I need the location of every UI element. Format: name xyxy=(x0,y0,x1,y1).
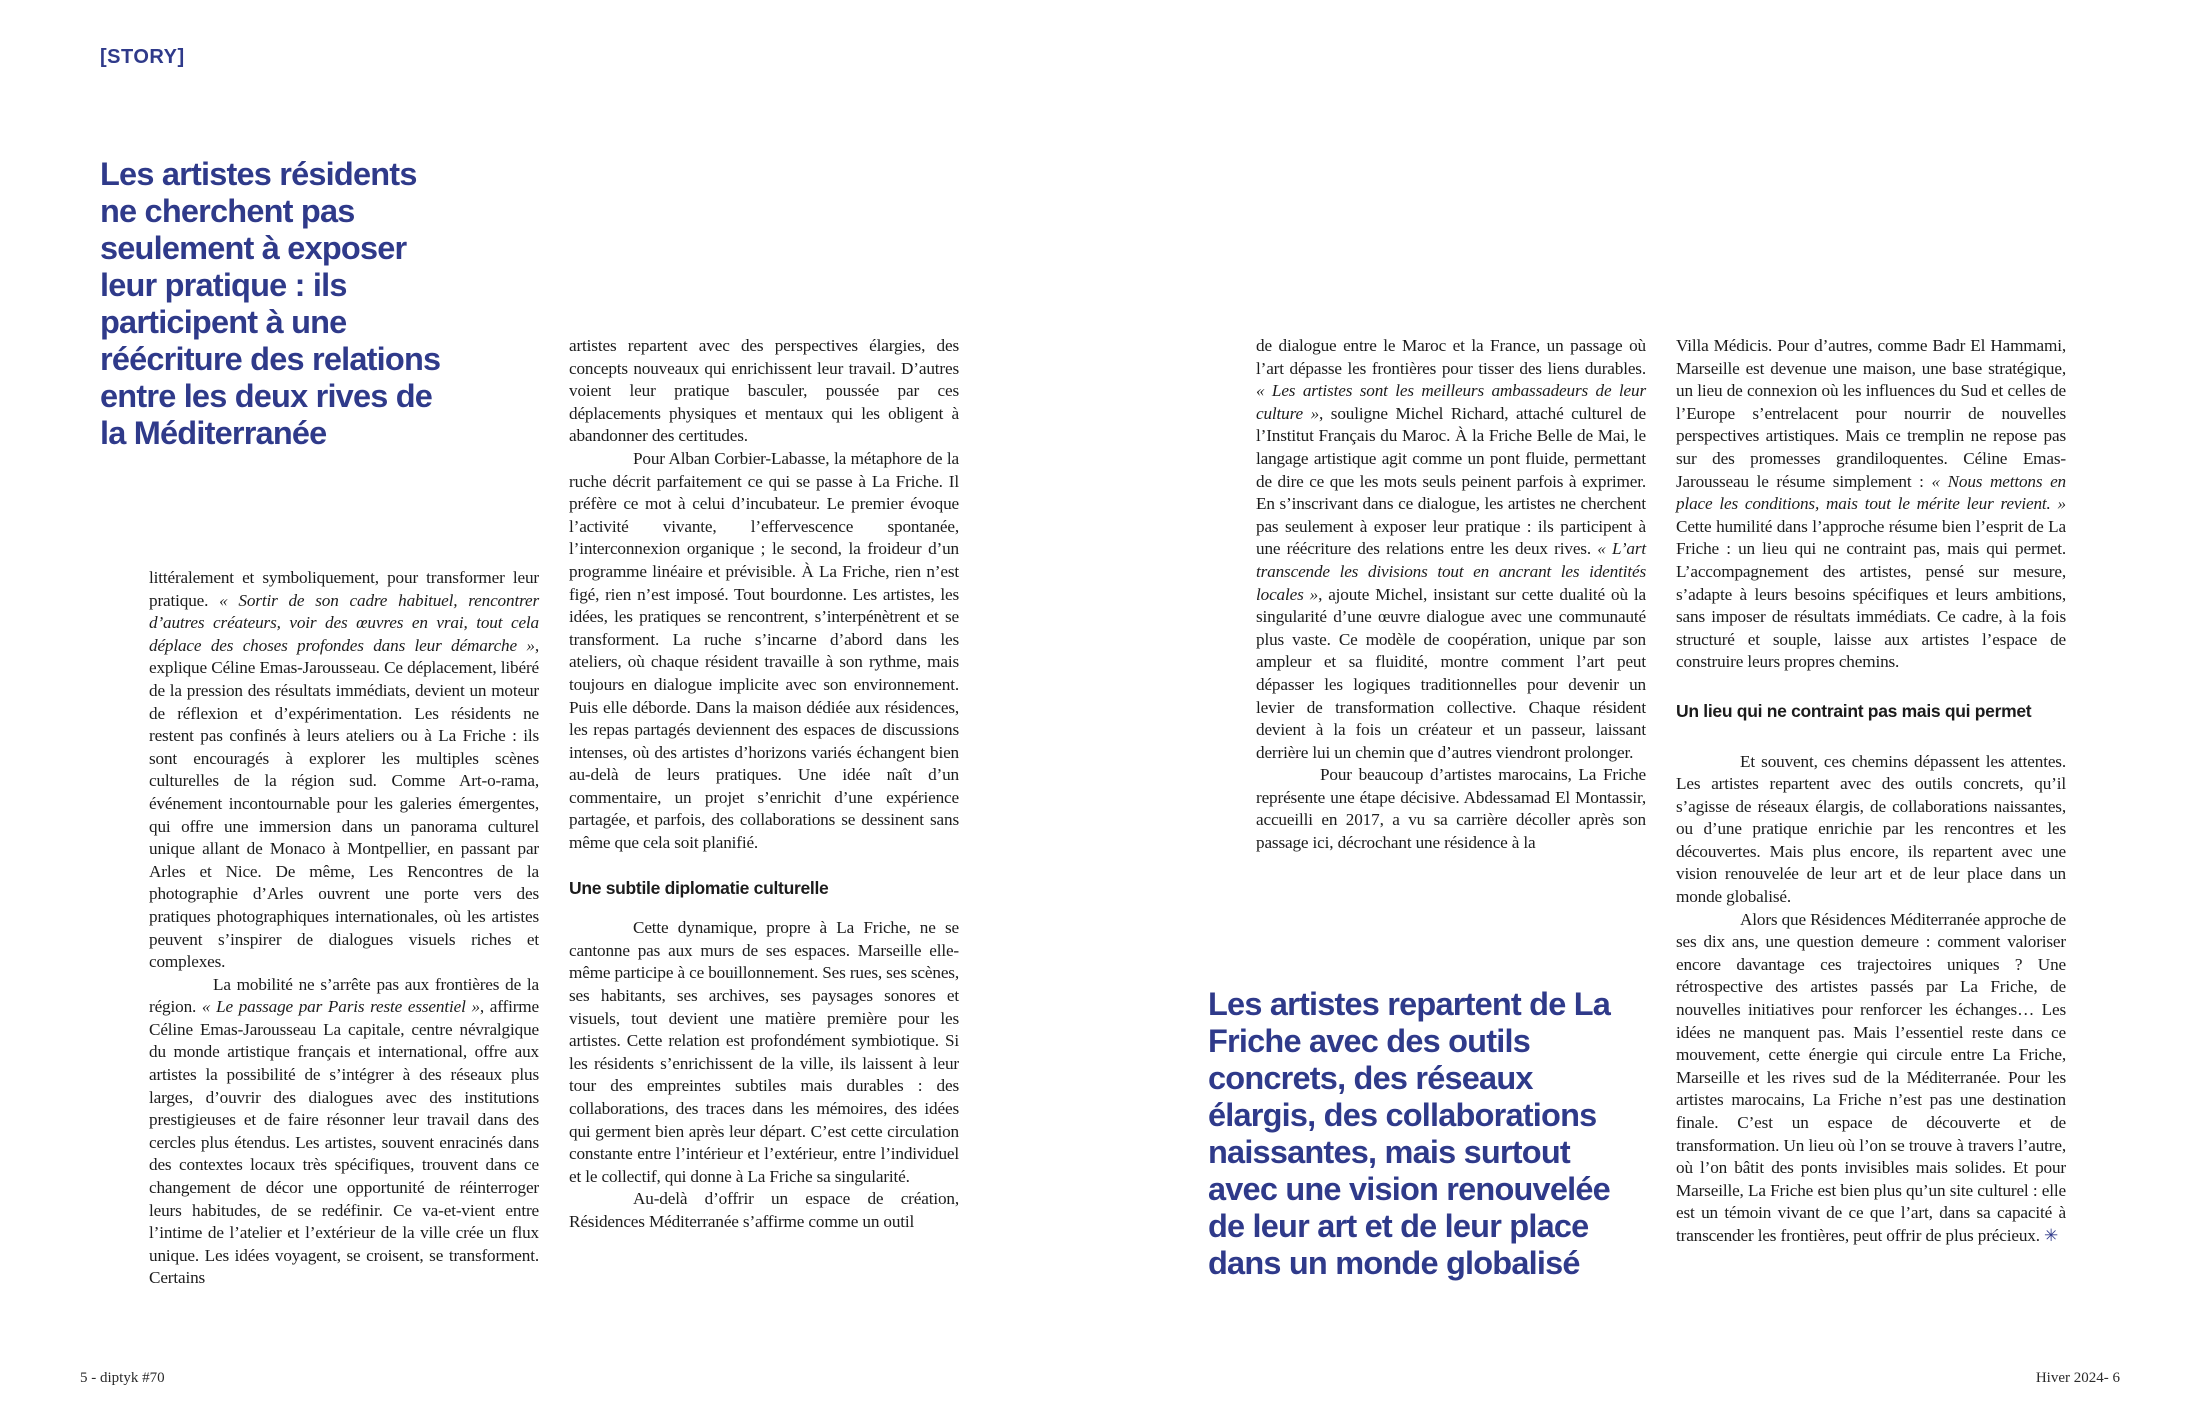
article-column-2 xyxy=(569,335,959,1234)
paragraph: Au-delà d’offrir un espace de création, Résidences Méditerranée s’affirme comme un outil xyxy=(569,1189,959,1231)
pull-quote-left: Les artistes résidents ne cherchent pas seulement à exposer leur pratique : ils participent à une réécriture des relations entre les deux rives de la Méditerranée xyxy=(100,156,441,451)
paragraph xyxy=(1676,335,2066,674)
folio-left: 5 - diptyk #70 xyxy=(80,1370,165,1386)
paragraph: Cette dynamique, propre à La Friche, ne se cantonne pas aux murs de ses espaces. Marseille elle-même participe à ce bouillonnement. Ses rues, ses scènes, ses habitants, ses archives, ses paysages sonores et visuels, tout devient une matière première pour les artistes. Cette relation est profondément symbiotique. Si les résidents s’enrichissent de la ville, ils laissent à leur tour des empreintes subtiles mais durables : des collaborations, des traces dans les mémoires, des idées qui germent bien après leur départ. C’est cette circulation constante entre l’intérieur et l’extérieur, entre l’individuel et le collectif, qui donne à La Friche sa singularité. xyxy=(569,918,959,1186)
folio-right: Hiver 2024- 6 xyxy=(2035,1370,2120,1386)
text-run: , affirme Céline Emas-Jarousseau La capitale, centre névralgique du monde artistique français et international, offre aux artistes la possibilité de s’intégrer à des réseaux plus larges, d’ouvrir des dialogues avec des institutions prestigieuses et de faire résonner leur travail dans des cercles plus étendus. Les artistes, souvent enracinés dans des contextes locaux très spécifiques, trouvent dans ce changement de décor une opportunité de réinterroger leurs habitudes, de se redéfinir. Ce va-et-vient entre l’intime de l’atelier et l’extérieur de la ville crée un flux unique. Les idées voyagent, se croisent, se transforment. Certains xyxy=(149,997,539,1288)
article-column-4 xyxy=(1676,335,2066,1248)
text-run: , ajoute Michel, insistant sur cette dualité où la singularité d’une œuvre dialogue avec une communauté plus vaste. Ce modèle de coopération, unique par son ampleur et sa fluidité, montre comment l’art peut dépasser les logiques traditionnelles pour devenir un levier de transformation collective. Chaque résident devient à la fois un créateur et un passeur, laissant derrière lui un chemin que d’autres viendront prolonger. xyxy=(1256,584,1646,762)
subheading: Un lieu qui ne contraint pas mais qui permet xyxy=(1676,700,2032,721)
text-run: , souligne Michel Richard, attaché culturel de l’Institut Français du Maroc. À la Friche Belle de Mai, le langage artistique agit comme un pont fluide, permettant de dire ce que les mots seuls peinent parfois à exprimer. En s’inscrivant dans ce dialogue, les artistes ne cherchent pas seulement à exposer leur pratique : ils participent à une réécriture des relations entre les deux rives. xyxy=(1256,403,1646,559)
paragraph xyxy=(1676,909,2066,1248)
quote: « L’art transcende les divisions tout en ancrant les identités locales » xyxy=(1256,539,1646,604)
paragraph: artistes repartent avec des perspectives élargies, des concepts nouveaux qui enrichissent leur travail. D’autres voient leur pratique basculer, poussée par ces déplacements physiques et mentaux qui les obligent à abandonner des certitudes. xyxy=(569,336,959,446)
quote: « Nous mettons en place les conditions, mais tout le mérite leur revient. » xyxy=(1676,471,2066,514)
paragraph: Pour Alban Corbier-Labasse, la métaphore de la ruche décrit parfaitement ce qui se passe à La Friche. Il préfère ce mot à celui d’incubateur. Le premier évoque l’activité vivante, l’effervescence spontanée, l’interconnexion organique ; le second, la froideur d’un programme linéaire et prévisible. À La Friche, rien n’est figé, rien n’est imposé. Tout bourdonne. Les artistes, les idées, les pratiques se rencontrent, s’interpénètrent et se transforment. La ruche s’incarne d’abord dans les ateliers, où chaque résident travaille à son rythme, mais toujours en dialogue implicite avec son environnement. Puis elle déborde. Dans la maison dédiée aux résidences, les repas partagés deviennent des espaces de discussions intenses, où des artistes d’horizons variés échangent bien au-delà de leurs pratiques. Une idée naît d’un commentaire, un projet s’enrichit d’une expérience partagée, et parfois, des collaborations se dessinent sans même que cela soit planifié. xyxy=(569,448,959,853)
paragraph: Et souvent, ces chemins dépassent les attentes. Les artistes repartent avec des outils concrets, qu’il s’agisse de réseaux élargis, de collaborations naissantes, ou d’une pratique enrichie par les rencontres et les découvertes. Mais plus encore, ils repartent avec une vision renouvelée de leur art et de leur place dans un monde globalisé. xyxy=(1676,751,2066,907)
pull-quote-right: Les artistes repartent de La Friche avec des outils concrets, des réseaux élargis, des collaborations naissantes, mais surtout avec une vision renouvelée de leur art et de leur place dans un monde globalisé xyxy=(1208,986,1611,1281)
text-run: Cette humilité dans l’approche résume bien l’esprit de La Friche : un lieu qui ne contraint pas, mais qui permet. L’accompagnement des artistes, pensé sur mesure, s’adapte à leurs besoins spécifiques et leurs ambitions, sans imposer de résultats immédiats. Ce cadre, à la fois structuré et souple, laisse aux artistes l’espace de construire leurs propres chemins. xyxy=(1676,516,2066,672)
text-run: Alors que Résidences Méditerranée approche de ses dix ans, une question demeure : comment valoriser encore davantage ces trajectoires uniques ? Une rétrospective des artistes passés par La Friche, de nouvelles initiatives pour renforcer les échanges… Les idées ne manquent pas. Mais l’essentiel reste dans ce mouvement, cette énergie qui circule entre La Friche, Marseille et les rives sud de la Méditerranée. Pour les artistes marocains, La Friche n’est pas une destination finale. C’est un espace de découverte et de transformation. Un lieu où l’on se trouve à travers l’autre, où l’on bâtit des ponts invisibles mais solides. Et pour Marseille, La Friche est bien plus qu’un site culturel : elle est un témoin vivant de ce que l’art, dans sa capacité à transcender les frontières, peut offrir de plus précieux. xyxy=(1676,909,2066,1245)
text-run: de dialogue entre le Maroc et la France, un passage où l’art dépasse les frontières pour tisser des liens durables. xyxy=(1256,336,1646,378)
paragraph xyxy=(1256,335,1646,764)
paragraph xyxy=(149,974,539,1290)
text-run: , explique Céline Emas-Jarousseau. Ce déplacement, libéré de la pression des résultats immédiats, devient un moteur de réflexion et d’expérimentation. Les résidents ne restent pas confinés à leurs ateliers ou à La Friche : ils sont encouragés à explorer les multiples scènes culturelles de la région sud. Comme Art-o-rama, événement incontournable pour les galeries émergentes, qui offre une immersion dans un panorama culturel unique allant de Monaco à Montpellier, en passant par Arles et Nice. De même, Les Rencontres de la photographie d’Arles ouvrent une porte vers des pratiques photographiques internationales, où les artistes peuvent s’inspirer de dialogues visuels riches et complexes. xyxy=(149,635,539,972)
section-tag: [STORY] xyxy=(100,46,185,68)
subheading: Une subtile diplomatie culturelle xyxy=(569,877,829,898)
article-column-1 xyxy=(149,567,539,1290)
quote: « Sortir de son cadre habituel, rencontrer d’autres créateurs, voir des œuvres en vrai, tout cela déplace des choses profondes dans leur démarche » xyxy=(149,590,539,655)
text-run: Villa Médicis. Pour d’autres, comme Badr El Hammami, Marseille est devenue une maison, une base stratégique, un lieu de connexion où les influences du Sud et celles de l’Europe s’entrelacent pour nourrir de nouvelles perspectives artistiques. Mais ce tremplin ne repose pas sur des promesses grandiloquentes. Céline Emas-Jarousseau le résume simplement : xyxy=(1676,336,2066,491)
text-run: littéralement et symboliquement, pour transformer leur pratique. xyxy=(149,568,539,610)
paragraph: Pour beaucoup d’artistes marocains, La Friche représente une étape décisive. Abdessamad El Montassir, accueilli en 2017, a vu sa carrière décoller après son passage ici, décrochant une résidence à la xyxy=(1256,765,1646,853)
text-run: La mobilité ne s’arrête pas aux frontières de la région. xyxy=(149,974,539,1017)
quote: « Le passage par Paris reste essentiel » xyxy=(201,997,480,1017)
quote: « Les artistes sont les meilleurs ambassadeurs de leur culture » xyxy=(1256,381,1646,423)
end-mark-icon: ✳ xyxy=(2044,1225,2059,1245)
article-column-3 xyxy=(1256,335,1646,855)
paragraph xyxy=(149,567,539,974)
